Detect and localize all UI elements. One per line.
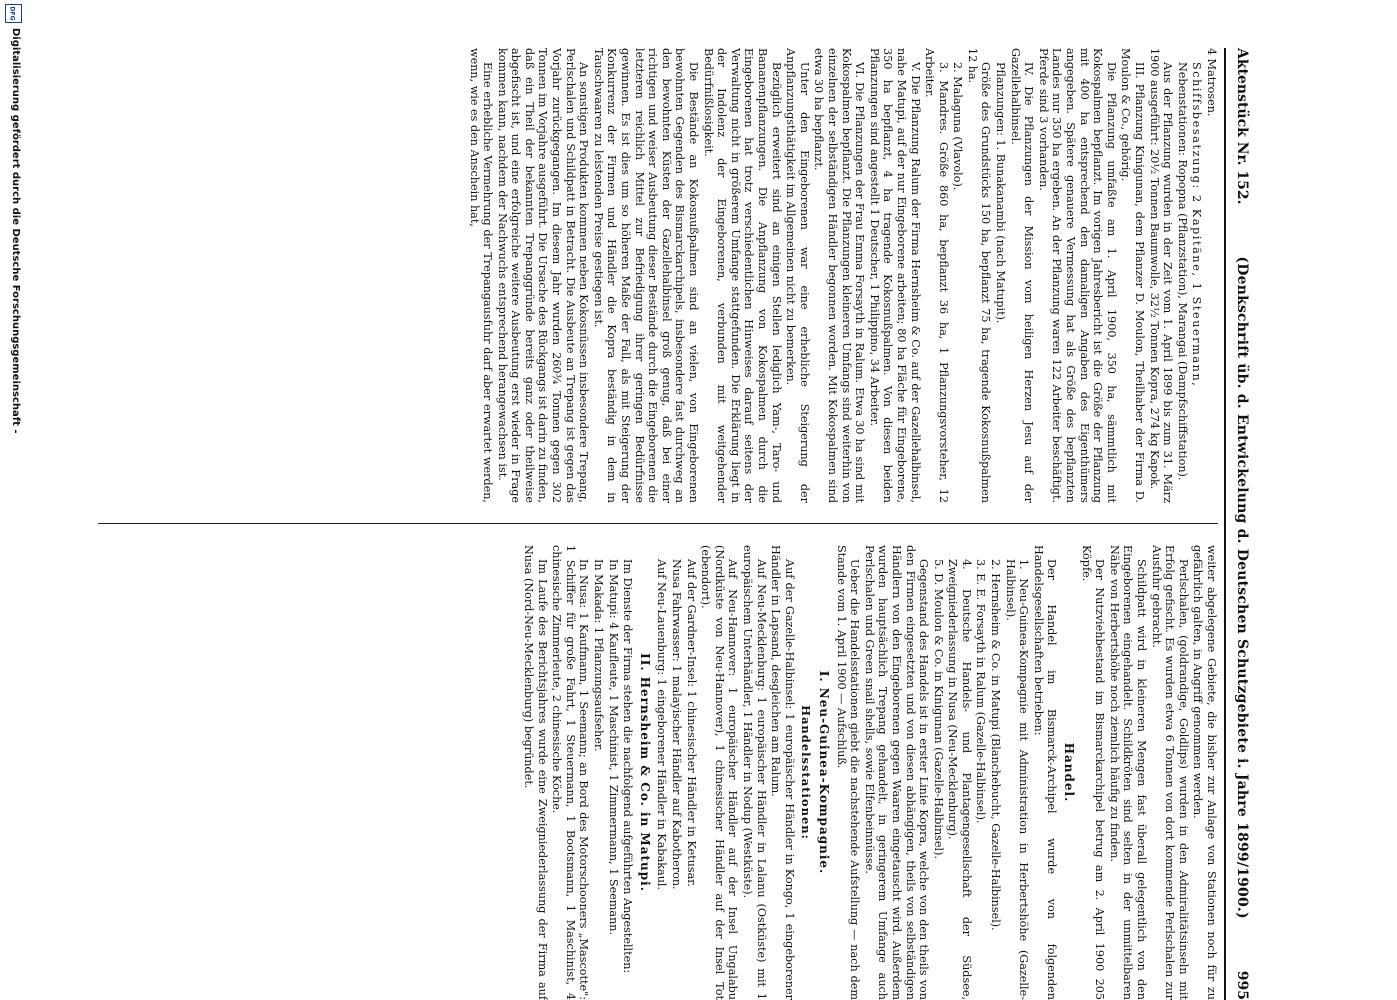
subheading-handelsstationen: Handelsstationen: bbox=[799, 705, 814, 840]
paragraph: Gegenstand des Handels ist in erster Linie Kopra, welche von den theils von den Firmen eingesetzten und von diesen abhängigen, theils von selbständigen Händlern von den Eingeborenen gegen Waaren eingetauscht wird. Außerdem wurden hauptsächlich Trepang gehandelt, in geringerem Umfange auch Perlschalen und Green snail shells, sowie Elfenbeinnüsse. bbox=[862, 545, 931, 1000]
dfg-logo bbox=[5, 4, 22, 23]
left-text-column bbox=[90, 48, 1218, 503]
section-heading-hernsheim: II. Hernsheim & Co. in Matupi. bbox=[637, 653, 652, 892]
digitization-credit-text: Digitalisierung gefördert durch die Deutsche Forschungsgemeinschaft - bbox=[10, 28, 21, 434]
paragraph: Schildpatt wird in kleineren Mengen fast überall gelegentlich von den Eingeborenen eingehandelt. Schildkröten sind selten in der unmittelbaren Nähe von Herbertshöhe noch ziemlich häufig zu finden. bbox=[1107, 545, 1149, 1000]
paragraph: In Matupi: 4 Kaufleute, 1 Maschinist, 1 Zimmermann, 1 Seemann. bbox=[606, 559, 620, 936]
page-number: 995 bbox=[1234, 970, 1250, 1000]
list-item: 4. Deutsche Handels- und Plantagengesellschaft der Südsee, Zweigniederlassung in Nusa (Neu-Mecklenburg). bbox=[946, 559, 973, 1000]
document-scan bbox=[88, 48, 1258, 1000]
paragraph: Ueber die Handelsstationen giebt die nachstehende Aufstellung — nach dem Stande vom 1. April 1900 — Aufschluß. bbox=[834, 545, 862, 1000]
paragraph: Auf Neu-Hannover: 1 europäischer Händler auf der Insel Ungalabu (Nordküste von Neu-Hannover), 1 chinesischer Händler auf der Insel Tot (ebendort). bbox=[699, 545, 740, 1000]
paragraph: 4 Matrosen. bbox=[1205, 48, 1218, 117]
paragraph: Eine erhebliche Vermehrung der Trepangausfuhr darf aber erwartet werden, wenn, wie es den Anschein hat, bbox=[467, 48, 495, 503]
column-divider bbox=[98, 523, 1218, 524]
paragraph: Bezüglich erweitert sind an einigen Stellen lediglich Yam-, Taro- und Bananenpflanzungen. Die Anpflanzung von Kokospalmen durch die Eingeborenen hat trotz verschiedentlichen Hinweises darauf seitens der Verwaltung nicht in größerem Umfange stattgefunden. Die Erklärung liegt in der Indolenz der Eingeborenen, verbunden mit weitgehender Bedürfnißlosigkeit. bbox=[701, 48, 783, 503]
paragraph: IV. Die Pflanzungen der Mission vom heiligen Herzen Jesu auf der Gazellehalbinsel. bbox=[1008, 48, 1036, 503]
paragraph: Im Dienste der Firma stehen die nachfolgend aufgeführten Angestellten: bbox=[621, 559, 635, 974]
paragraph: III. Pflanzung Kinigunan, dem Pflanzer D. Moulon, Theilhaber der Firma D. Moulon & Co., gehörig. bbox=[1119, 48, 1147, 503]
paragraph: V. Die Pflanzung Ralum der Firma Hernsheim & Co. auf der Gazellehalbinsel, nahe Matupi, auf der nur Eingeborene arbeiten; 80 ha Fläche für Eingeborene, 350 ha bepflanzt, 4 ha tragende Kokosnußpalmen. Von diesen beiden Pflanzungen sind angestellt 1 Deutscher, 1 Philippino, 34 Arbeiter. bbox=[867, 48, 922, 503]
svg-text:DFG: DFG bbox=[8, 6, 16, 21]
section-heading-handel: Handel. bbox=[1062, 742, 1077, 803]
paragraph: Nusa Fahrwasser: 1 malayischer Händler auf Kabotheron. bbox=[670, 559, 684, 890]
paragraph: Der Handel im Bismarck-Archipel wurde von folgenden Handelsgesellschaften betrieben: bbox=[1031, 545, 1059, 1000]
paragraph: Auf der Gazelle-Halbinsel: 1 europäischer Händler in Kongo, 1 eingeborener Händler in Lapsand, desgleichen am Ralum. bbox=[769, 545, 796, 1000]
paragraph: Unter den Eingeborenen war eine erhebliche Steigerung der Anpflanzungsthätigkeit im Allgemeinen nicht zu bemerken. bbox=[784, 48, 811, 503]
paragraph: Die Bestände an Kokosnußpalmen sind an vielen, von Eingeborenen bewohnten Gegenden des Bismarckarchipels, insbesondere fast durchweg an den bewohnten Küsten der Gazellehalbinsel groß genug, daß bei einer richtigen und weiser Ausbeutung dieser Bestände durch die Eingeborenen die letzteren reichlich Mittel zur Befriedigung ihrer geringen Bedürfnisse gewinnen. Es ist dies um so höheren Maße der Fall, als mit Steigerung der Konkurrenz der Firmen und Händler die Kopra beständig in dem in Tauschwaaren zu leistenden Preise gestiegen ist. bbox=[591, 48, 701, 503]
list-item: 5. D. Moulon & Co. in Kinigunan (Gazelle-Halbinsel). bbox=[931, 559, 945, 860]
header-document-number: Aktenstück Nr. 152. bbox=[1234, 48, 1250, 205]
paragraph: An sonstigen Produkten kommen neben Kokosnüssen insbesondere Trepang, Perlschalen und Schildpatt in Betracht. Die Ausbeute an Trepang ist gegen das Vorjahr zurückgegangen. Im diesem Jahr wurden 260¾ Tonnen gegen 302 Tonnen im Vorjahre ausgeführt. Die Ursache des Rückgangs ist darin zu finden, daß ein Theil der bekannten Trepanggründe bereits ganz oder theilweise abgefischt ist, und eine erfolgreiche weitere Ausbeutung erst wieder in Frage kommen kann, nachdem der Nachwuchs entsprechend herangewachsen ist. bbox=[495, 48, 591, 503]
paragraph: Der Nutzviehbestand im Bismarckarchipel betrug am 2. April 1900 205 Köpfe. bbox=[1079, 545, 1107, 1000]
paragraph: Auf Neu-Lauenburg: 1 eingeborener Händler in Kabakaul. bbox=[655, 559, 669, 891]
right-text-column bbox=[90, 545, 1218, 1000]
paragraph: 2. Malaguna (Vlavolo). bbox=[951, 62, 965, 191]
paragraph: Die Pflanzung umfaßte am 1. April 1900, 350 ha, sämmtlich mit Kokospalmen bepflanzt. Im vorigen Jahresbericht ist die Größe der Pflanzung mit 400 ha entsprechend den damaligen Angaben des Eigenthümers angegeben. Spätere genauere Vermessung hat als Größe des bepflanzten Landes nur 350 ha ergeben. An der Pflanzung waren 122 Arbeiter beschäftigt. Pferde sind 3 vorhanden. bbox=[1036, 48, 1118, 503]
paragraph: 3. Mandres. Größe 860 ha, bepflanzt 36 ha, 1 Pflanzungsvorsteher, 12 Arbeiter. bbox=[923, 48, 950, 503]
running-header bbox=[1224, 48, 1258, 1000]
section-heading-neu-guinea-kompagnie: I. Neu-Guinea-Kompagnie. bbox=[816, 670, 831, 875]
list-item: 1. Neu-Guinea-Kompagnie mit Administration in Herbertshöhe (Gazelle-Halbinsel). bbox=[1003, 559, 1031, 1000]
paragraph: Pflanzungen: 1. Bunakanambi (nach Matupit). bbox=[994, 62, 1008, 324]
paragraph: VI. Die Pflanzungen der Frau Emma Forsayth in Ralum. Etwa 30 ha sind mit Kokospalmen bepflanzt. Die Pflanzungen kleineren Umfangs sind weiterhin von einzelnen der selbständigen Händler begonnen worden. Mit Kokospalmen sind etwa 30 ha bepflanzt. bbox=[812, 48, 867, 503]
paragraph: Auf Neu-Mecklenburg: 1 europäischer Händler in Lalanu (Ostküste) mit 1 europäischem Unterhändler, 1 Händler in Nodup (Westküste). bbox=[741, 545, 768, 1000]
paragraph: Größe des Grundstücks 150 ha, bepflanzt 75 ha, tragende Kokosnußpalmen 12 ha. bbox=[965, 48, 993, 503]
digitization-credit-strip bbox=[0, 0, 28, 1000]
paragraph: Nebenstationen: Ropopna (Pflanzstation), Marangai (Dampfschiffstation). bbox=[1175, 62, 1189, 481]
paragraph: Im Laufe des Berichtsjahres wurde eine Zweigniederlassung der Firma auf Nusa (Nord-Neu-Mecklenburg) begründet. bbox=[522, 545, 549, 1000]
paragraph: Schiffsbesatzung: 2 Kapitäne, 1 Steuermann, bbox=[1190, 62, 1204, 388]
rotated-page-content bbox=[88, 48, 1258, 1000]
list-item: 2. Hernsheim & Co. in Matupi (Blanchebucht, Gazelle-Halbinsel). bbox=[989, 559, 1003, 931]
paragraph: Aus der Pflanzung wurden in der Zeit vom 1. April 1899 bis zum 31. März 1900 ausgeführt: 20½ Tonnen Baumwolle, 32½ Tonnen Kopra, 274 kg Kapok. bbox=[1147, 48, 1175, 503]
paragraph: Auf der Gardner-Insel: 1 chinesischer Händler in Ketusar. bbox=[684, 559, 698, 887]
header-title: (Denkschrift üb. d. Entwickelung d. Deutschen Schutzgebiete i. Jahre 1899/1900.) bbox=[1234, 256, 1250, 919]
paragraph: weiter abgelegene Gebiete, die bisher zur Anlage von Stationen noch für zu gefährlich galten, in Angriff genommen werden. bbox=[1191, 545, 1218, 1000]
paragraph: In Nusa: 1 Kaufmann, 1 Seemann; an Bord des Motorschooners „Mascotte": 1 Schiffer für große Fahrt, 1 Steuermann, 1 Bootsmann, 1 Maschinist, 4 chinesische Zimmerleute, 2 chinesische Köche. bbox=[550, 545, 591, 1000]
list-item: 3. E. E. Forsayth in Ralum (Gazelle-Halbinsel). bbox=[974, 559, 988, 824]
credit-rotated bbox=[0, 0, 28, 1000]
dfg-logo-icon bbox=[7, 6, 20, 21]
paragraph: In Makada: 1 Pflanzungsaufseher. bbox=[592, 559, 606, 752]
paragraph: Perlschalen, (goldrandige, Goldlips) wurden in den Admiralitätsinseln mit Erfolg gefischt. Es wurden etwa 6 Tonnen von dort kommende Perlschalen zur Ausfuhr gebracht. bbox=[1149, 545, 1190, 1000]
